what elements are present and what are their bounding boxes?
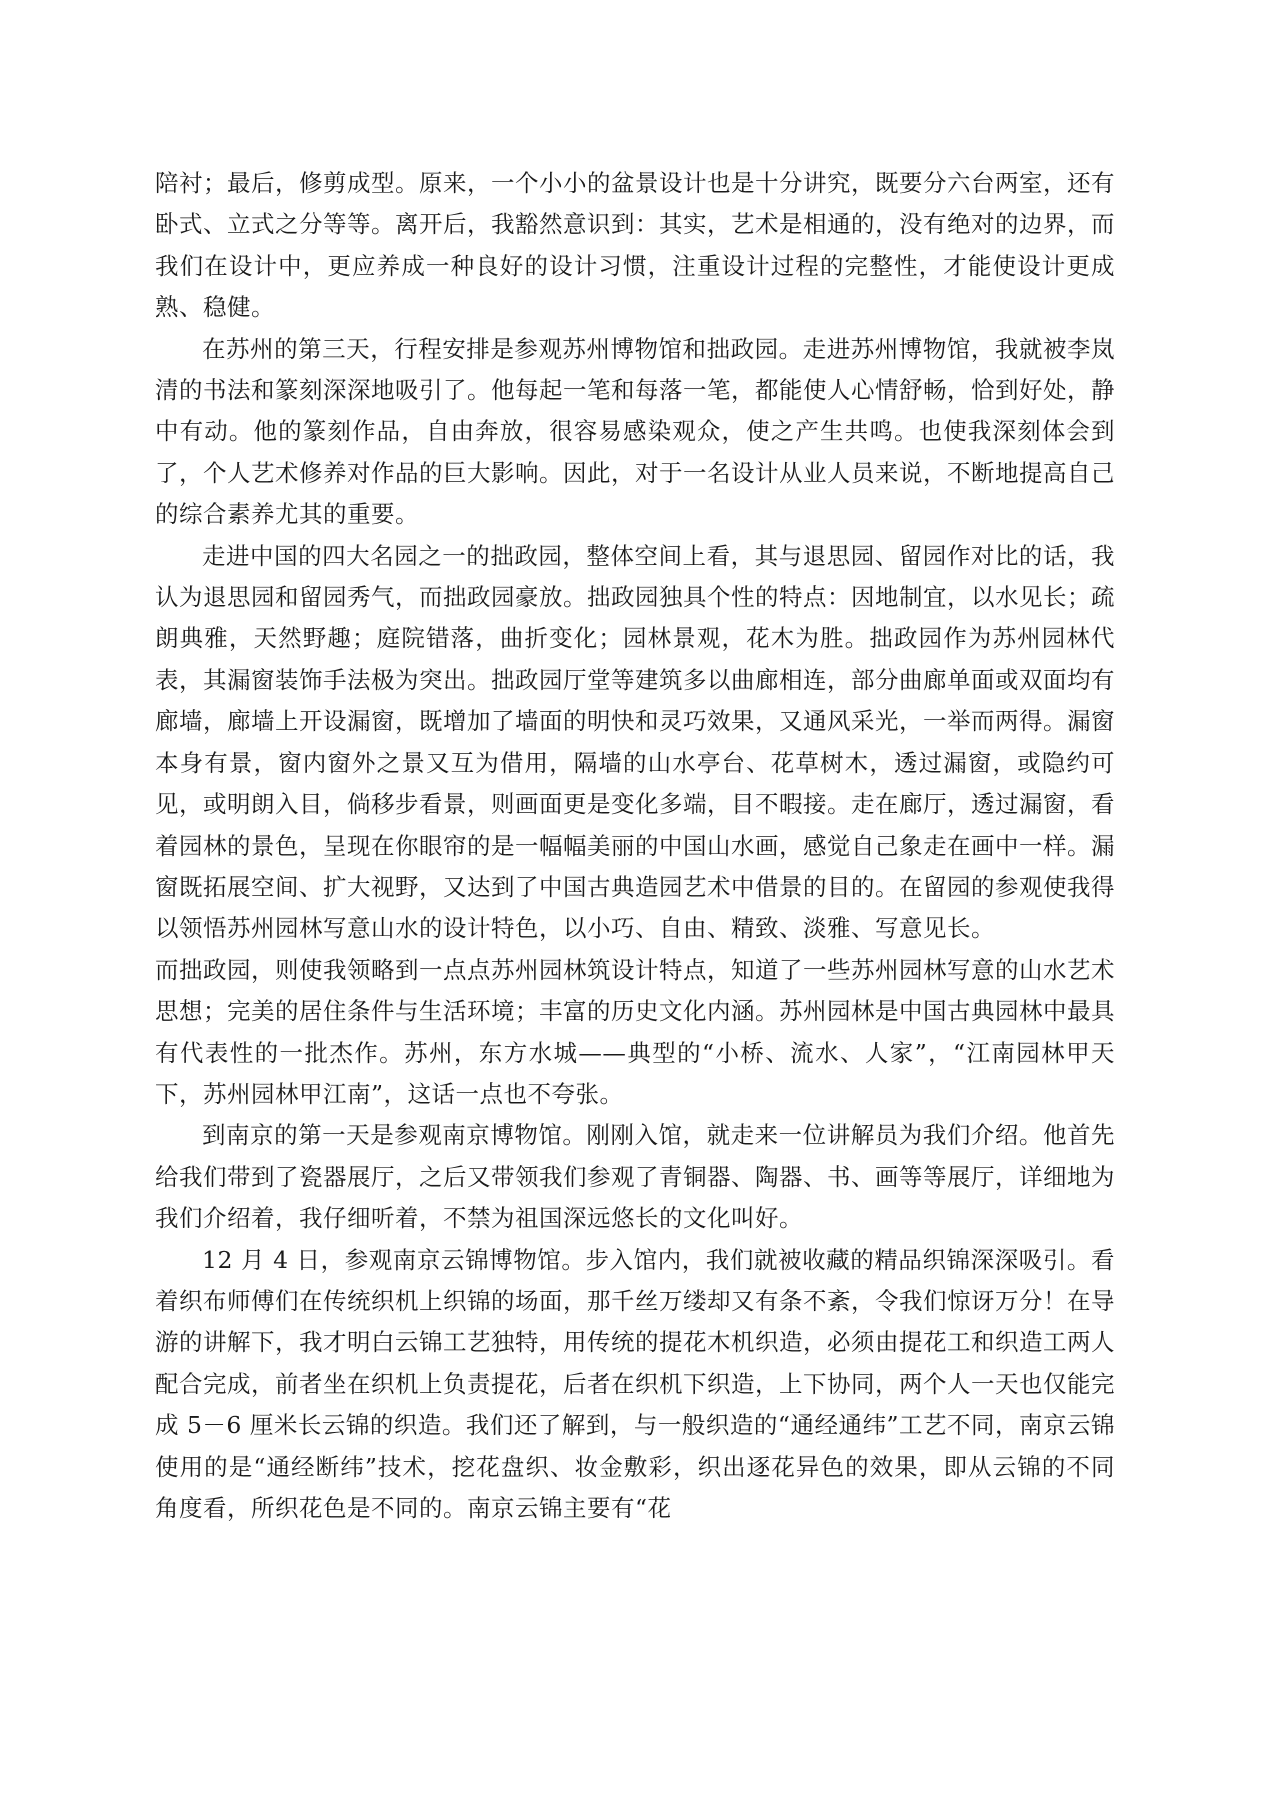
paragraph-2: 在苏州的第三天，行程安排是参观苏州博物馆和拙政园。走进苏州博物馆，我就被李岚清的书法和篆刻深深地吸引了。他每起一笔和每落一笔，都能使人心情舒畅，恰到好处，静中有动。他的篆刻作品，自由奔放，很容易感染观众，使之产生共鸣。也使我深刻体会到了，个人艺术修养对作品的巨大影响。因此，对于一名设计从业人员来说，不断地提高自己的综合素养尤其的重要。	[155, 334, 1115, 529]
paragraph-3: 走进中国的四大名园之一的拙政园，整体空间上看，其与退思园、留园作对比的话，我认为退思园和留园秀气，而拙政园豪放。拙政园独具个性的特点：因地制宜，以水见长；疏朗典雅，天然野趣；庭院错落，曲折变化；园林景观，花木为胜。拙政园作为苏州园林代表，其漏窗装饰手法极为突出。拙政园厅堂等建筑多以曲廊相连，部分曲廊单面或双面均有廊墙，廊墙上开设漏窗，既增加了墙面的明快和灵巧效果，又通风采光，一举而两得。漏窗本身有景，窗内窗外之景又互为借用，隔墙的山水亭台、花草树木，透过漏窗，或隐约可见，或明朗入目，倘移步看景，则画面更是变化多端，目不暇接。走在廊厅，透过漏窗，看着园林的景色，呈现在你眼帘的是一幅幅美丽的中国山水画，感觉自己象走在画中一样。漏窗既拓展空间、扩大视野，又达到了中国古典造园艺术中借景的目的。在留园的参观使我得以领悟苏州园林写意山水的设计特色，以小巧、自由、精致、淡雅、写意见长。	[155, 541, 1115, 943]
document-body	[155, 163, 1115, 1529]
paragraph-6: 12 月 4 日，参观南京云锦博物馆。步入馆内，我们就被收藏的精品织锦深深吸引。看着织布师傅们在传统织机上织锦的场面，那千丝万缕却又有条不紊，令我们惊讶万分！在导游的讲解下，我才明白云锦工艺独特，用传统的提花木机织造，必须由提花工和织造工两人配合完成，前者坐在织机上负责提花，后者在织机下织造，上下协同，两个人一天也仅能完成 5－6 厘米长云锦的织造。我们还了解到，与一般织造的“通经通纬”工艺不同，南京云锦使用的是“通经断纬”技术，挖花盘织、妆金敷彩，织出逐花异色的效果，即从云锦的不同角度看，所织花色是不同的。南京云锦主要有“花	[155, 1245, 1115, 1522]
paragraph-5: 到南京的第一天是参观南京博物馆。刚刚入馆，就走来一位讲解员为我们介绍。他首先给我们带到了瓷器展厅，之后又带领我们参观了青铜器、陶器、书、画等等展厅，详细地为我们介绍着，我仔细听着，不禁为祖国深远悠长的文化叫好。	[155, 1121, 1115, 1233]
paragraph-1: 陪衬；最后，修剪成型。原来，一个小小的盆景设计也是十分讲究，既要分六台两室，还有卧式、立式之分等等。离开后，我豁然意识到：其实，艺术是相通的，没有绝对的边界，而我们在设计中，更应养成一种良好的设计习惯，注重设计过程的完整性，才能使设计更成熟、稳健。	[155, 169, 1115, 322]
paragraph-4: 而拙政园，则使我领略到一点点苏州园林筑设计特点，知道了一些苏州园林写意的山水艺术思想；完美的居住条件与生活环境；丰富的历史文化内涵。苏州园林是中国古典园林中最具有代表性的一批杰作。苏州，东方水城——典型的“小桥、流水、人家”，“江南园林甲天下，苏州园林甲江南”，这话一点也不夸张。	[155, 955, 1115, 1108]
